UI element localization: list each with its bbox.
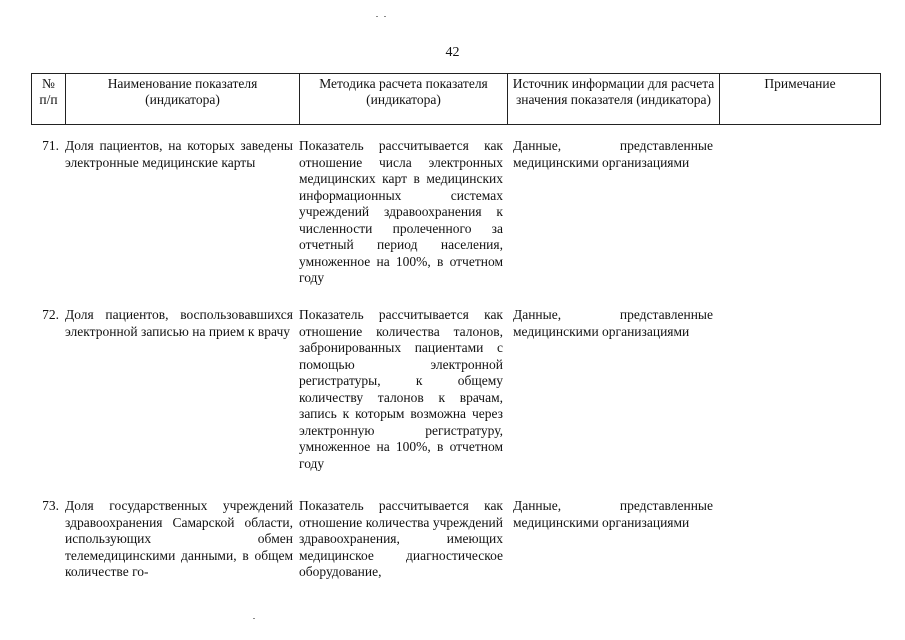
header-source: Источник информации для расчета значения показателя (индикатора)	[508, 74, 720, 125]
scan-speck	[253, 618, 255, 619]
scan-speck	[384, 16, 386, 17]
row-number: 73.	[42, 498, 59, 513]
header-num: № п/п	[32, 74, 66, 125]
row-number: 72.	[42, 307, 59, 322]
indicator-name: Доля государственных учреждений здравоохранения Самарской области, использующих обмен телемедицинскими данными, в общем количестве го-	[65, 498, 293, 579]
table-header	[31, 73, 881, 125]
calculation-method: Показатель рассчитывается как отношение количества учреждений здравоохранения, имеющих медицинское диагностическое оборудование,	[299, 498, 503, 579]
information-source: Данные, представленные медицинскими организациями	[513, 307, 713, 339]
information-source: Данные, представленные медицинскими организациями	[513, 498, 713, 530]
page-number: 42	[445, 45, 460, 60]
indicator-name: Доля пациентов, воспользовавшихся электронной записью на прием к врачу	[65, 307, 293, 339]
information-source: Данные, представленные медицинскими организациями	[513, 138, 713, 170]
indicator-name: Доля пациентов, на которых заведены электронные медицинские карты	[65, 138, 293, 170]
calculation-method: Показатель рассчитывается как отношение числа электронных медицинских карт в медицинских информационных системах учреждений здравоохранения к численности пролеченного за отчетный период населения, умноженное на 100%, в отчетном году	[299, 138, 503, 285]
row-number: 71.	[42, 138, 59, 153]
scan-speck	[376, 16, 378, 17]
header-name: Наименование показателя (индикатора)	[66, 74, 300, 125]
header-note: Примечание	[720, 74, 881, 125]
calculation-method: Показатель рассчитывается как отношение количества талонов, забронированных пациентами с помощью электронной регистратуры, к общему количеству талонов к врачам, запись к которым возможна через электронную регистратуру, умноженное на 100%, в отчетном году	[299, 307, 503, 471]
header-method: Методика расчета показателя (индикатора)	[300, 74, 508, 125]
